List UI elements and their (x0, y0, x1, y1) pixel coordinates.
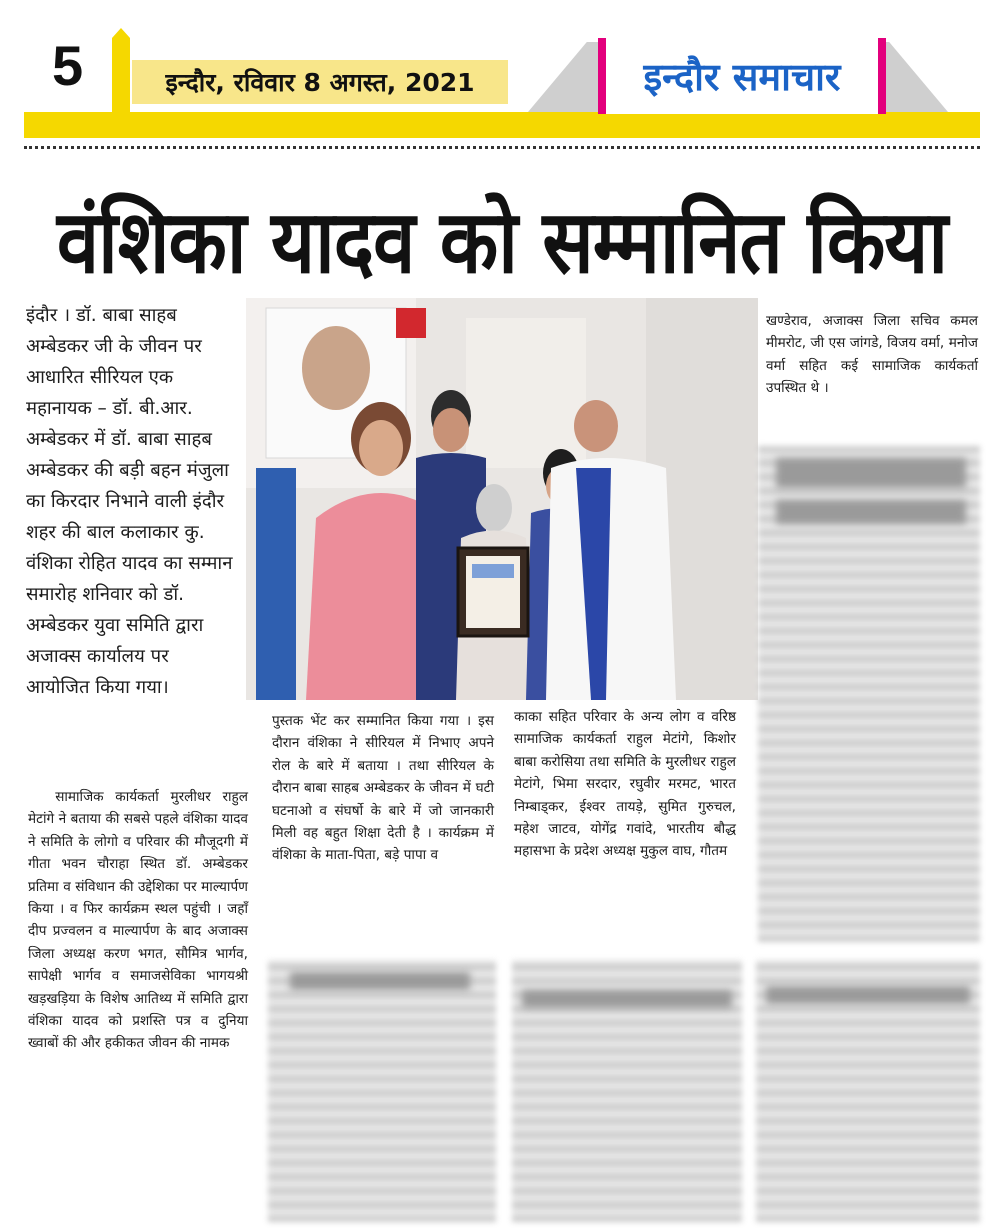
article-column-3: काका सहित परिवार के अन्य लोग व वरिष्ठ सामाजिक कार्यकर्ता राहुल मेटांगे, किशोर बाबा करोसिया तथा समिति के मुरलीधर राहुल मेटांगे, भिमा सरदार, रघुवीर मरमट, भारत निम्बाड्कर, ईश्वर तायड़े, सुमित गुरुचल, महेश जाटव, योगेंद्र गवांदे, भारतीय बौद्ध महासभा के प्रदेश अध्यक्ष मुकुल वाघ, गौतम (514, 709, 736, 860)
blurred-ad-bottom-1-heading (290, 972, 470, 990)
blurred-ad-bottom-1 (268, 960, 496, 1222)
article-column-2: पुस्तक भेंट कर सम्मानित किया गया । इस दौरान वंशिका ने सीरियल में निभाए अपने रोल के बारे में बताया । तथा सीरियल के दौरान बाबा साहब अम्बेडकर के जीवन में घटी घटनाओ व संघर्षो के बारे में जो जानकारी मिली वह बहुत शिक्षा देती है । कार्यक्रम में वंशिका के माता-पिता, बड़े पापा व (272, 713, 494, 864)
event-photo-illustration (246, 298, 758, 700)
article-lead: इंदौर । डॉ. बाबा साहब अम्बेडकर जी के जीवन पर आधारित सीरियल एक महानायक – डॉ. बी.आर. अम्बेडकर में डॉ. बाबा साहब अम्बेडकर की बड़ी बहन मंजुला का किरदार निभाने वाली इंदौर शहर की बाल कलाकार कु. वंशिका रोहित यादव का सम्मान समारोह शनिवार को डॉ. अम्बेडकर युवा समिति द्वारा अजाक्स कार्यालय पर आयोजित किया गया। (26, 305, 233, 698)
event-photo (246, 298, 758, 700)
article-column-1: सामाजिक कार्यकर्ता मुरलीधर राहुल मेटांगे ने बताया की सबसे पहले वंशिका यादव ने समिति के लोगो व परिवार की मौजूदगी में गीता भवन चौराहा स्थित डॉ. अम्बेडकर प्रतिमा व संविधान की उद्देशिका पर माल्यार्पण किया । व फिर कार्यक्रम स्थल पहुंची । जहाँ दीप प्रज्वलन व माल्यार्पण के बाद अजाक्स जिला अध्यक्ष करण भगत, सौमित्र भार्गव, सापेक्षी भार्गव व समाजसेविका भागयश्री खड़खड़िया के विशेष आतिथ्य में समिति द्वारा वंशिका यादव को प्रशस्ति पत्र व दुनिया ख्वाबों की और हकीकत जीवन की नामक (28, 789, 248, 1052)
article-headline: वंशिका यादव को सम्मानित किया (56, 190, 948, 293)
dotted-divider (24, 146, 980, 149)
blurred-ad-bottom-2-heading (522, 990, 732, 1008)
page-number: 5 (52, 34, 84, 97)
blurred-ad-right-subheading (776, 500, 966, 524)
masthead-yellow-bar (24, 112, 980, 138)
section-title: इन्दौर समाचार (643, 55, 841, 99)
date-line: इन्दौर, रविवार 8 अगस्त, 2021 (132, 60, 508, 104)
blurred-ad-right-heading (776, 458, 966, 488)
article-column-4: खण्डेराव, अजाक्स जिला सचिव कमल मीमरोट, जी एस जांगडे, विजय वर्मा, मनोज वर्मा सहित कई सामाजिक कार्यकर्ता उपस्थित थे । (766, 313, 978, 397)
section-logo (598, 38, 886, 114)
blurred-ad-bottom-3-heading (766, 986, 970, 1004)
